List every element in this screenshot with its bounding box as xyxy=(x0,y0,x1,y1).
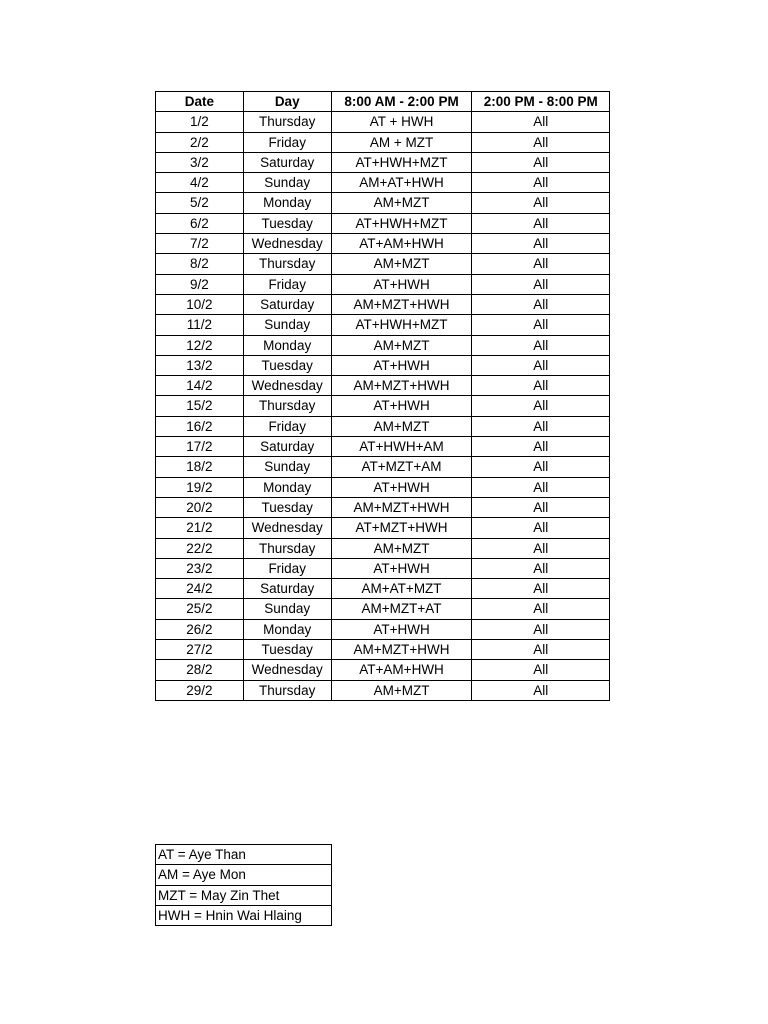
day-cell: Wednesday xyxy=(243,234,331,254)
morning-shift-cell: AT+HWH xyxy=(331,396,472,416)
table-row xyxy=(156,457,610,477)
day-cell: Thursday xyxy=(243,538,331,558)
date-cell: 21/2 xyxy=(156,518,244,538)
day-cell: Thursday xyxy=(243,680,331,700)
day-cell: Tuesday xyxy=(243,213,331,233)
date-cell: 1/2 xyxy=(156,112,244,132)
day-cell: Tuesday xyxy=(243,640,331,660)
day-cell: Sunday xyxy=(243,599,331,619)
legend-entry: MZT = May Zin Thet xyxy=(156,885,332,905)
date-cell: 17/2 xyxy=(156,437,244,457)
evening-shift-cell: All xyxy=(472,132,610,152)
day-cell: Thursday xyxy=(243,112,331,132)
evening-shift-cell: All xyxy=(472,640,610,660)
table-row xyxy=(156,315,610,335)
day-cell: Wednesday xyxy=(243,660,331,680)
header-morning-shift: 8:00 AM - 2:00 PM xyxy=(331,92,472,112)
evening-shift-cell: All xyxy=(472,558,610,578)
day-cell: Tuesday xyxy=(243,497,331,517)
date-cell: 25/2 xyxy=(156,599,244,619)
evening-shift-cell: All xyxy=(472,579,610,599)
morning-shift-cell: AM+MZT xyxy=(331,335,472,355)
morning-shift-cell: AM+AT+HWH xyxy=(331,173,472,193)
morning-shift-cell: AT+HWH+MZT xyxy=(331,315,472,335)
day-cell: Friday xyxy=(243,416,331,436)
header-row xyxy=(156,92,610,112)
table-row xyxy=(156,558,610,578)
table-row xyxy=(156,376,610,396)
evening-shift-cell: All xyxy=(472,416,610,436)
date-cell: 29/2 xyxy=(156,680,244,700)
date-cell: 23/2 xyxy=(156,558,244,578)
morning-shift-cell: AT+HWH xyxy=(331,477,472,497)
header-date: Date xyxy=(156,92,244,112)
table-row xyxy=(156,680,610,700)
evening-shift-cell: All xyxy=(472,437,610,457)
day-cell: Friday xyxy=(243,558,331,578)
day-cell: Saturday xyxy=(243,579,331,599)
date-cell: 8/2 xyxy=(156,254,244,274)
table-row xyxy=(156,477,610,497)
evening-shift-cell: All xyxy=(472,254,610,274)
morning-shift-cell: AM+MZT xyxy=(331,254,472,274)
day-cell: Saturday xyxy=(243,437,331,457)
table-row xyxy=(156,254,610,274)
morning-shift-cell: AT+MZT+HWH xyxy=(331,518,472,538)
evening-shift-cell: All xyxy=(472,335,610,355)
morning-shift-cell: AT+AM+HWH xyxy=(331,660,472,680)
table-row xyxy=(156,538,610,558)
morning-shift-cell: AT+HWH xyxy=(331,558,472,578)
evening-shift-cell: All xyxy=(472,112,610,132)
morning-shift-cell: AM+MZT xyxy=(331,680,472,700)
date-cell: 9/2 xyxy=(156,274,244,294)
day-cell: Sunday xyxy=(243,457,331,477)
evening-shift-cell: All xyxy=(472,457,610,477)
evening-shift-cell: All xyxy=(472,680,610,700)
legend-row xyxy=(156,865,332,885)
table-row xyxy=(156,497,610,517)
date-cell: 20/2 xyxy=(156,497,244,517)
date-cell: 10/2 xyxy=(156,294,244,314)
morning-shift-cell: AM+MZT xyxy=(331,538,472,558)
evening-shift-cell: All xyxy=(472,396,610,416)
evening-shift-cell: All xyxy=(472,538,610,558)
table-row xyxy=(156,640,610,660)
morning-shift-cell: AM+MZT+HWH xyxy=(331,376,472,396)
header-evening-shift: 2:00 PM - 8:00 PM xyxy=(472,92,610,112)
table-row xyxy=(156,437,610,457)
date-cell: 13/2 xyxy=(156,355,244,375)
date-cell: 11/2 xyxy=(156,315,244,335)
day-cell: Monday xyxy=(243,619,331,639)
legend-entry: AM = Aye Mon xyxy=(156,865,332,885)
legend-table xyxy=(155,844,332,926)
morning-shift-cell: AM+MZT+HWH xyxy=(331,497,472,517)
date-cell: 24/2 xyxy=(156,579,244,599)
morning-shift-cell: AT+MZT+AM xyxy=(331,457,472,477)
date-cell: 4/2 xyxy=(156,173,244,193)
evening-shift-cell: All xyxy=(472,213,610,233)
date-cell: 12/2 xyxy=(156,335,244,355)
table-row xyxy=(156,132,610,152)
morning-shift-cell: AT+HWH xyxy=(331,619,472,639)
date-cell: 19/2 xyxy=(156,477,244,497)
morning-shift-cell: AT+HWH+MZT xyxy=(331,152,472,172)
date-cell: 18/2 xyxy=(156,457,244,477)
day-cell: Saturday xyxy=(243,294,331,314)
morning-shift-cell: AT+AM+HWH xyxy=(331,234,472,254)
table-row xyxy=(156,274,610,294)
evening-shift-cell: All xyxy=(472,376,610,396)
evening-shift-cell: All xyxy=(472,660,610,680)
morning-shift-cell: AM+MZT+HWH xyxy=(331,640,472,660)
date-cell: 3/2 xyxy=(156,152,244,172)
morning-shift-cell: AT+HWH xyxy=(331,274,472,294)
evening-shift-cell: All xyxy=(472,518,610,538)
morning-shift-cell: AT+HWH+MZT xyxy=(331,213,472,233)
morning-shift-cell: AM+MZT xyxy=(331,416,472,436)
table-row xyxy=(156,112,610,132)
table-row xyxy=(156,294,610,314)
day-cell: Friday xyxy=(243,132,331,152)
table-row xyxy=(156,335,610,355)
date-cell: 16/2 xyxy=(156,416,244,436)
morning-shift-cell: AM+MZT+HWH xyxy=(331,294,472,314)
date-cell: 2/2 xyxy=(156,132,244,152)
day-cell: Thursday xyxy=(243,396,331,416)
table-row xyxy=(156,416,610,436)
schedule-table xyxy=(155,91,610,701)
morning-shift-cell: AT+HWH xyxy=(331,355,472,375)
date-cell: 28/2 xyxy=(156,660,244,680)
evening-shift-cell: All xyxy=(472,619,610,639)
legend-row xyxy=(156,905,332,925)
evening-shift-cell: All xyxy=(472,599,610,619)
table-row xyxy=(156,579,610,599)
day-cell: Saturday xyxy=(243,152,331,172)
morning-shift-cell: AT+HWH+AM xyxy=(331,437,472,457)
day-cell: Monday xyxy=(243,335,331,355)
evening-shift-cell: All xyxy=(472,234,610,254)
date-cell: 26/2 xyxy=(156,619,244,639)
date-cell: 5/2 xyxy=(156,193,244,213)
date-cell: 7/2 xyxy=(156,234,244,254)
day-cell: Thursday xyxy=(243,254,331,274)
legend-entry: HWH = Hnin Wai Hlaing xyxy=(156,905,332,925)
evening-shift-cell: All xyxy=(472,152,610,172)
legend-body xyxy=(156,845,332,926)
day-cell: Wednesday xyxy=(243,376,331,396)
schedule-body xyxy=(156,112,610,701)
table-row xyxy=(156,355,610,375)
table-row xyxy=(156,234,610,254)
day-cell: Friday xyxy=(243,274,331,294)
date-cell: 6/2 xyxy=(156,213,244,233)
date-cell: 14/2 xyxy=(156,376,244,396)
legend-row xyxy=(156,885,332,905)
table-row xyxy=(156,213,610,233)
evening-shift-cell: All xyxy=(472,355,610,375)
day-cell: Monday xyxy=(243,193,331,213)
table-row xyxy=(156,518,610,538)
day-cell: Wednesday xyxy=(243,518,331,538)
morning-shift-cell: AM+AT+MZT xyxy=(331,579,472,599)
table-row xyxy=(156,660,610,680)
table-row xyxy=(156,173,610,193)
date-cell: 22/2 xyxy=(156,538,244,558)
table-row xyxy=(156,599,610,619)
morning-shift-cell: AM + MZT xyxy=(331,132,472,152)
table-row xyxy=(156,619,610,639)
evening-shift-cell: All xyxy=(472,193,610,213)
date-cell: 27/2 xyxy=(156,640,244,660)
evening-shift-cell: All xyxy=(472,497,610,517)
morning-shift-cell: AT + HWH xyxy=(331,112,472,132)
morning-shift-cell: AM+MZT+AT xyxy=(331,599,472,619)
evening-shift-cell: All xyxy=(472,173,610,193)
evening-shift-cell: All xyxy=(472,274,610,294)
header-day: Day xyxy=(243,92,331,112)
day-cell: Sunday xyxy=(243,315,331,335)
legend-entry: AT = Aye Than xyxy=(156,845,332,865)
date-cell: 15/2 xyxy=(156,396,244,416)
evening-shift-cell: All xyxy=(472,315,610,335)
morning-shift-cell: AM+MZT xyxy=(331,193,472,213)
table-row xyxy=(156,152,610,172)
table-row xyxy=(156,396,610,416)
day-cell: Monday xyxy=(243,477,331,497)
evening-shift-cell: All xyxy=(472,477,610,497)
day-cell: Tuesday xyxy=(243,355,331,375)
legend-row xyxy=(156,845,332,865)
table-row xyxy=(156,193,610,213)
evening-shift-cell: All xyxy=(472,294,610,314)
day-cell: Sunday xyxy=(243,173,331,193)
